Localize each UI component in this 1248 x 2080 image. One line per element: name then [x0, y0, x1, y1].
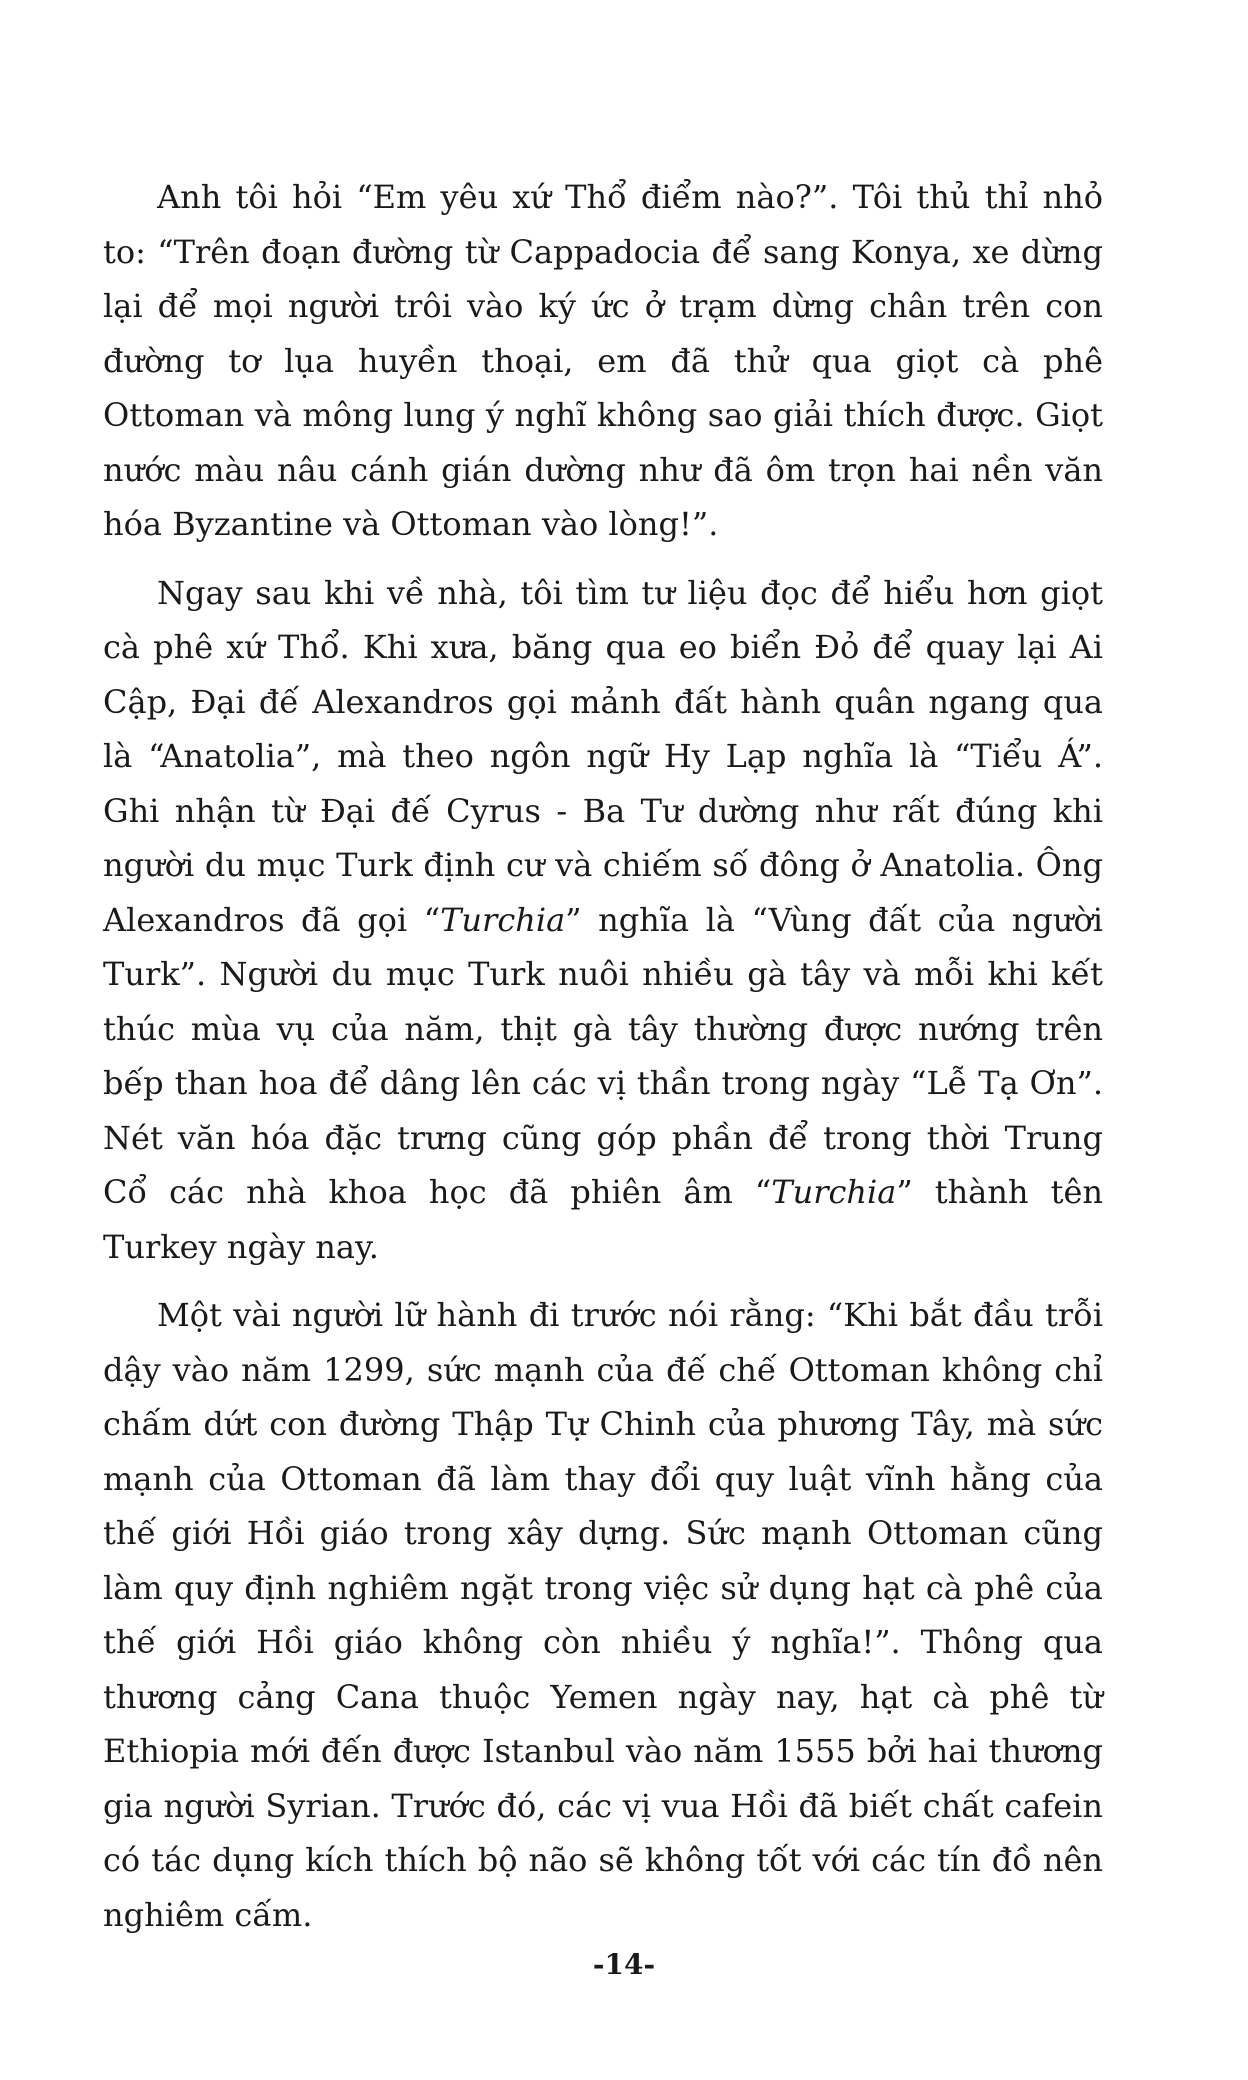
- paragraph-3: [103, 1288, 1103, 1942]
- paragraph-2: [103, 566, 1103, 1275]
- paragraph-2-text-b: ” nghĩa là “Vùng đất của người Turk”. Người du mục Turk nuôi nhiều gà tây và mỗi khi kết thúc mùa vụ của năm, thịt gà tây thường được nướng trên bếp than hoa để dâng lên các vị thần trong ngày “Lễ Tạ Ơn”. Nét văn hóa đặc trưng cũng góp phần để trong thời Trung Cổ các nhà khoa học đã phiên âm “: [103, 900, 1104, 1211]
- paragraph-1-text: Anh tôi hỏi “Em yêu xứ Thổ điểm nào?”. Tôi thủ thỉ nhỏ to: “Trên đoạn đường từ Cappadocia để sang Konya, xe dừng lại để mọi người trôi vào ký ức ở trạm dừng chân trên con đường tơ lụa huyền thoại, em đã thử qua giọt cà phê Ottoman và mông lung ý nghĩ không sao giải thích được. Giọt nước màu nâu cánh gián dường như đã ôm trọn hai nền văn hóa Byzantine và Ottoman vào lòng!”.: [103, 178, 1103, 543]
- italic-term-turchia: Turchia: [440, 900, 566, 939]
- italic-term-turchia: Turchia: [771, 1173, 897, 1211]
- page-number: -14-: [592, 1948, 656, 1981]
- paragraph-2-text-a: Ngay sau khi về nhà, tôi tìm tư liệu đọc để hiểu hơn giọt cà phê xứ Thổ. Khi xưa, băng qua eo biển Đỏ để quay lại Ai Cập, Đại đế Alexandros gọi mảnh đất hành quân ngang qua là “Anatolia”, mà theo ngôn ngữ Hy Lạp nghĩa là “Tiểu Á”. Ghi nhận từ Đại đế Cyrus - Ba Tư dường như rất đúng khi người du mục Turk định cư và chiếm số đông ở Anatolia. Ông Alexandros đã gọi “: [103, 573, 1103, 939]
- paragraph-1: [103, 170, 1103, 552]
- body-text: [103, 170, 1103, 1956]
- paragraph-2-text-c: ” thành tên Turkey ngày nay.: [103, 1173, 1104, 1266]
- paragraph-3-text: Một vài người lữ hành đi trước nói rằng: “Khi bắt đầu trỗi dậy vào năm 1299, sức mạnh của đế chế Ottoman không chỉ chấm dứt con đường Thập Tự Chinh của phương Tây, mà sức mạnh của Ottoman đã làm thay đổi quy luật vĩnh hằng của thế giới Hồi giáo trong xây dựng. Sức mạnh Ottoman cũng làm quy định nghiêm ngặt trong việc sử dụng hạt cà phê của thế giới Hồi giáo không còn nhiều ý nghĩa!”. Thông qua thương cảng Cana thuộc Yemen ngày nay, hạt cà phê từ Ethiopia mới đến được Istanbul vào năm 1555 bởi hai thương gia người Syrian. Trước đó, các vị vua Hồi đã biết chất cafein có tác dụng kích thích bộ não sẽ không tốt với các tín đồ nên nghiêm cấm.: [103, 1296, 1103, 1934]
